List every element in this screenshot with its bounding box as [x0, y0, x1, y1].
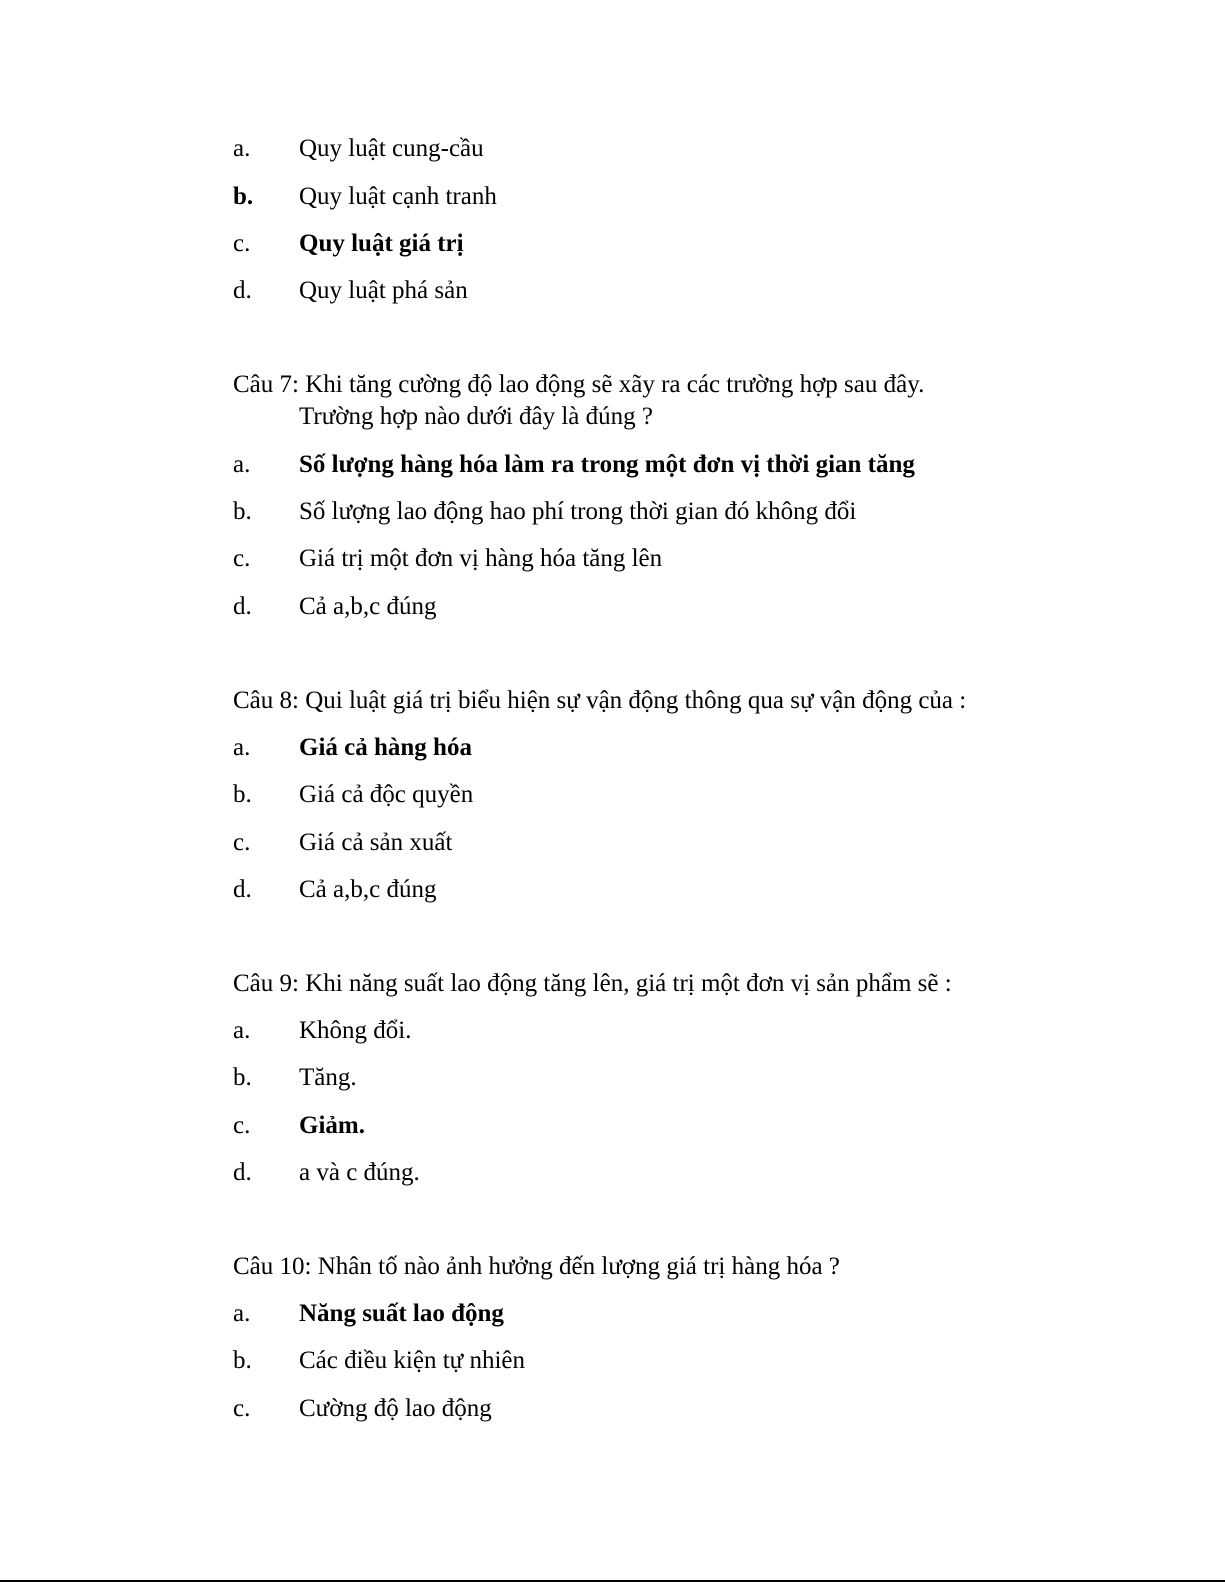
option-text: Cường độ lao động [299, 1395, 492, 1422]
option-label: c. [233, 230, 251, 257]
question-text-continued: Trường hợp nào dưới đây là đúng ? [299, 403, 654, 430]
option-label: d. [233, 593, 252, 620]
option-label: d. [233, 876, 252, 903]
option-label: d. [233, 1159, 252, 1186]
option-text: a và c đúng. [299, 1159, 420, 1186]
option-label: b. [233, 183, 254, 210]
option-text: Quy luật phá sản [299, 277, 468, 304]
option-label: a. [233, 451, 251, 478]
question-text: Câu 9: Khi năng suất lao động tăng lên, giá trị một đơn vị sản phẩm sẽ : [233, 970, 952, 997]
option-label: c. [233, 829, 251, 856]
option-text: Các điều kiện tự nhiên [299, 1347, 525, 1374]
option-label: b. [233, 1347, 252, 1374]
page-bottom-rule [0, 1580, 1225, 1582]
option-text: Cả a,b,c đúng [299, 593, 437, 620]
option-text: Giá cả sản xuất [299, 829, 453, 856]
option-text-correct: Quy luật giá trị [299, 230, 464, 257]
option-text: Quy luật cung-cầu [299, 135, 484, 162]
option-text-correct: Giảm. [299, 1112, 365, 1139]
question-text: Câu 8: Qui luật giá trị biểu hiện sự vận động thông qua sự vận động của : [233, 687, 967, 714]
option-label: c. [233, 1395, 251, 1422]
option-label: a. [233, 1017, 251, 1044]
option-text-correct: Số lượng hàng hóa làm ra trong một đơn vị thời gian tăng [299, 451, 915, 478]
option-text: Cả a,b,c đúng [299, 876, 437, 903]
option-label: b. [233, 781, 252, 808]
option-text: Tăng. [299, 1064, 357, 1091]
option-text: Giá cả độc quyền [299, 781, 474, 808]
option-label: c. [233, 1112, 251, 1139]
option-label: b. [233, 498, 252, 525]
option-text: Quy luật cạnh tranh [299, 183, 497, 210]
option-label: c. [233, 545, 251, 572]
option-label: b. [233, 1064, 252, 1091]
option-label: d. [233, 277, 252, 304]
question-text: Câu 7: Khi tăng cường độ lao động sẽ xãy ra các trường hợp sau đây. [233, 371, 925, 398]
option-text: Số lượng lao động hao phí trong thời gian đó không đổi [299, 498, 857, 525]
option-text: Không đổi. [299, 1017, 412, 1044]
option-text-correct: Năng suất lao động [299, 1300, 504, 1327]
question-text: Câu 10: Nhân tố nào ảnh hưởng đến lượng giá trị hàng hóa ? [233, 1253, 840, 1280]
option-label: a. [233, 734, 251, 761]
option-text: Giá trị một đơn vị hàng hóa tăng lên [299, 545, 663, 572]
option-label: a. [233, 1300, 251, 1327]
option-text-correct: Giá cả hàng hóa [299, 734, 472, 761]
option-label: a. [233, 135, 251, 162]
